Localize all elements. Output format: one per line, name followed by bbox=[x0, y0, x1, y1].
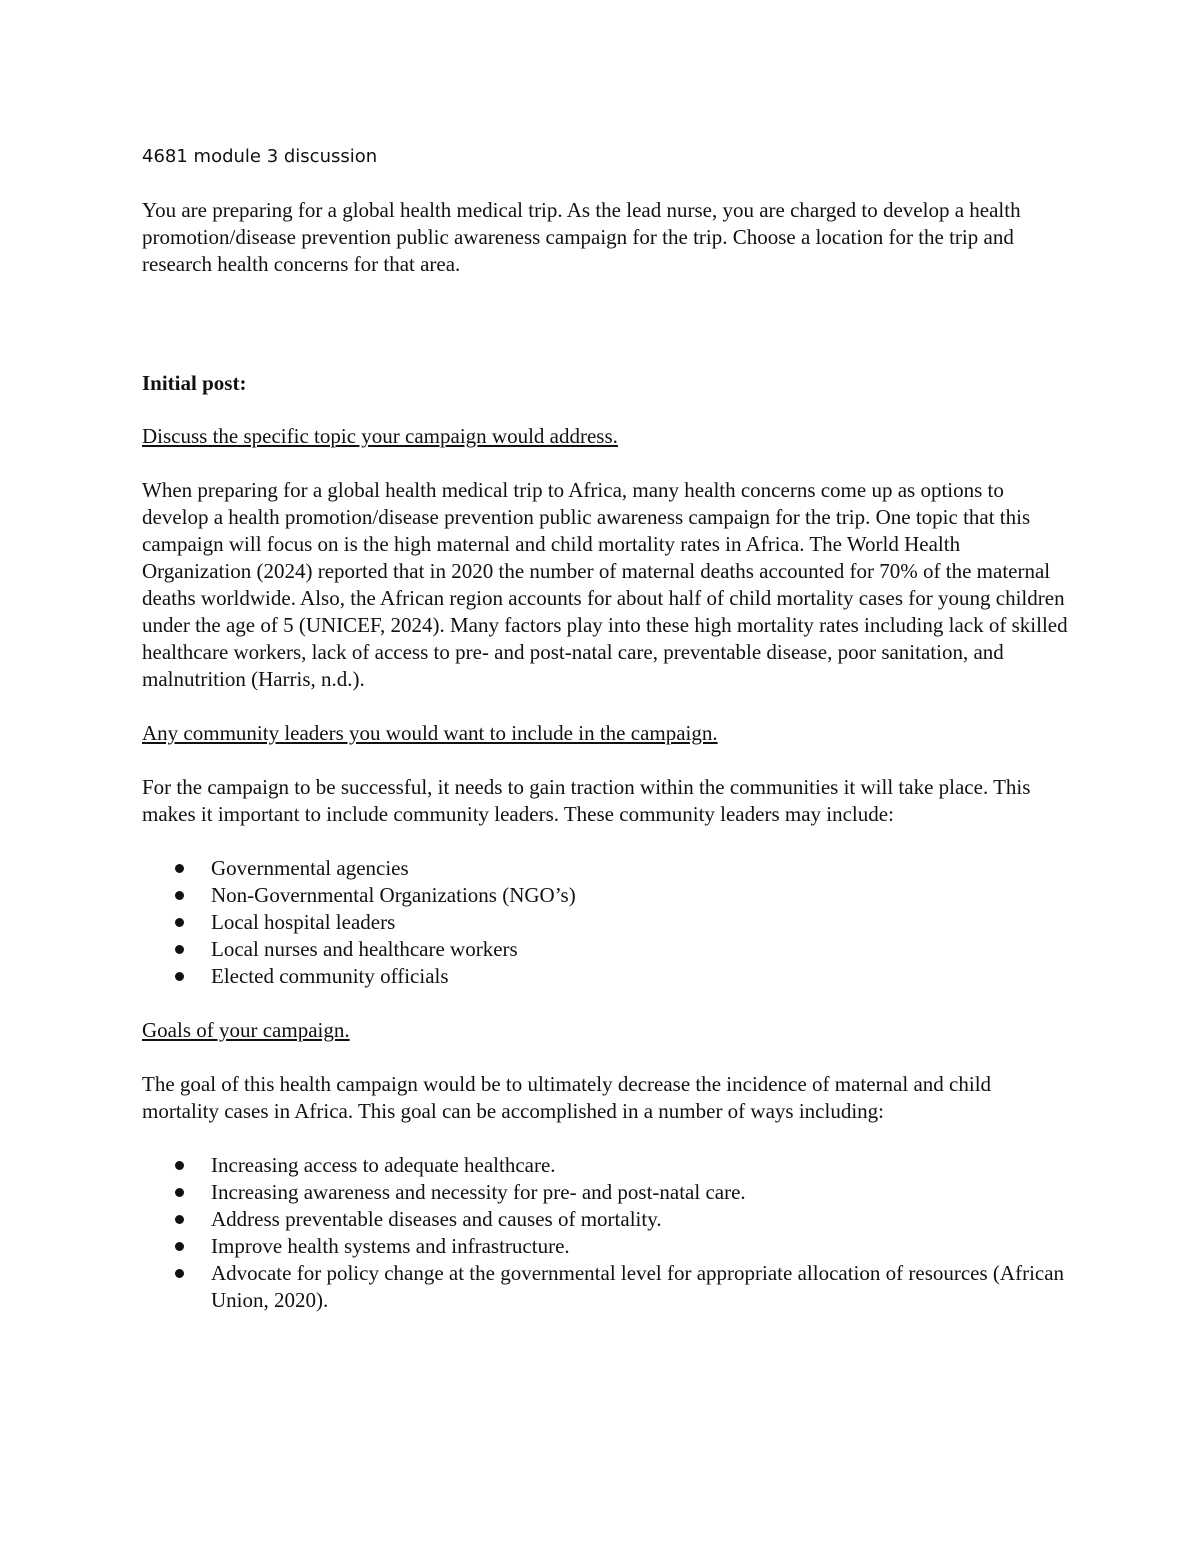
list-item-text: Improve health systems and infrastructure. bbox=[211, 1234, 570, 1258]
list-item bbox=[142, 963, 1072, 990]
bullet-dot-icon bbox=[175, 1242, 184, 1251]
topic-paragraph: When preparing for a global health medical trip to Africa, many health concerns come up as options to develop a health promotion/disease prevention public awareness campaign for the trip. One topic that this campaign will focus on is the high maternal and child mortality rates in Africa. The World Health Organization (2024) reported that in 2020 the number of maternal deaths accounted for 70% of the maternal deaths worldwide. Also, the African region accounts for about half of child mortality cases for young children under the age of 5 (UNICEF, 2024). Many factors play into these high mortality rates including lack of skilled healthcare workers, lack of access to pre- and post-natal care, preventable disease, poor sanitation, and malnutrition (Harris, n.d.). bbox=[142, 478, 1068, 691]
bullet-dot-icon bbox=[175, 864, 184, 873]
goals-list bbox=[142, 1152, 1072, 1314]
prompt-leaders: Any community leaders you would want to include in the campaign. bbox=[142, 721, 718, 745]
list-item-text: Increasing awareness and necessity for pre- and post-natal care. bbox=[211, 1180, 746, 1204]
list-item-text: Governmental agencies bbox=[211, 856, 409, 880]
assignment-intro: You are preparing for a global health medical trip. As the lead nurse, you are charged to develop a health promotion/disease prevention public awareness campaign for the trip. Choose a location for the trip and research health concerns for that area. bbox=[142, 198, 1021, 276]
bullet-dot-icon bbox=[175, 918, 184, 927]
list-item bbox=[142, 909, 1072, 936]
leaders-list bbox=[142, 855, 1072, 990]
prompt-goals: Goals of your campaign. bbox=[142, 1018, 350, 1042]
bullet-dot-icon bbox=[175, 1269, 184, 1278]
leaders-paragraph: For the campaign to be successful, it needs to gain traction within the communities it will take place. This makes it important to include community leaders. These community leaders may include: bbox=[142, 775, 1031, 826]
list-item-text: Address preventable diseases and causes of mortality. bbox=[211, 1207, 662, 1231]
list-item-text: Increasing access to adequate healthcare. bbox=[211, 1153, 556, 1177]
goals-paragraph: The goal of this health campaign would be to ultimately decrease the incidence of maternal and child mortality cases in Africa. This goal can be accomplished in a number of ways including: bbox=[142, 1072, 992, 1123]
list-item bbox=[142, 1152, 1072, 1179]
list-item bbox=[142, 855, 1072, 882]
list-item-text: Local hospital leaders bbox=[211, 910, 396, 934]
document-content bbox=[142, 143, 1072, 1341]
bullet-dot-icon bbox=[175, 1161, 184, 1170]
list-item bbox=[142, 1260, 1072, 1314]
bullet-dot-icon bbox=[175, 891, 184, 900]
list-item-text: Local nurses and healthcare workers bbox=[211, 937, 518, 961]
list-item-text: Advocate for policy change at the governmental level for appropriate allocation of resources (African Union, 2020). bbox=[211, 1261, 1065, 1312]
list-item bbox=[142, 1179, 1072, 1206]
document-title: 4681 module 3 discussion bbox=[142, 146, 378, 167]
prompt-topic: Discuss the specific topic your campaign would address. bbox=[142, 424, 618, 448]
list-item bbox=[142, 936, 1072, 963]
list-item-text: Elected community officials bbox=[211, 964, 449, 988]
list-item-text: Non-Governmental Organizations (NGO’s) bbox=[211, 883, 576, 907]
list-item bbox=[142, 1206, 1072, 1233]
list-item bbox=[142, 1233, 1072, 1260]
initial-post-heading: Initial post: bbox=[142, 371, 247, 395]
bullet-dot-icon bbox=[175, 945, 184, 954]
list-item bbox=[142, 882, 1072, 909]
bullet-dot-icon bbox=[175, 972, 184, 981]
bullet-dot-icon bbox=[175, 1188, 184, 1197]
bullet-dot-icon bbox=[175, 1215, 184, 1224]
